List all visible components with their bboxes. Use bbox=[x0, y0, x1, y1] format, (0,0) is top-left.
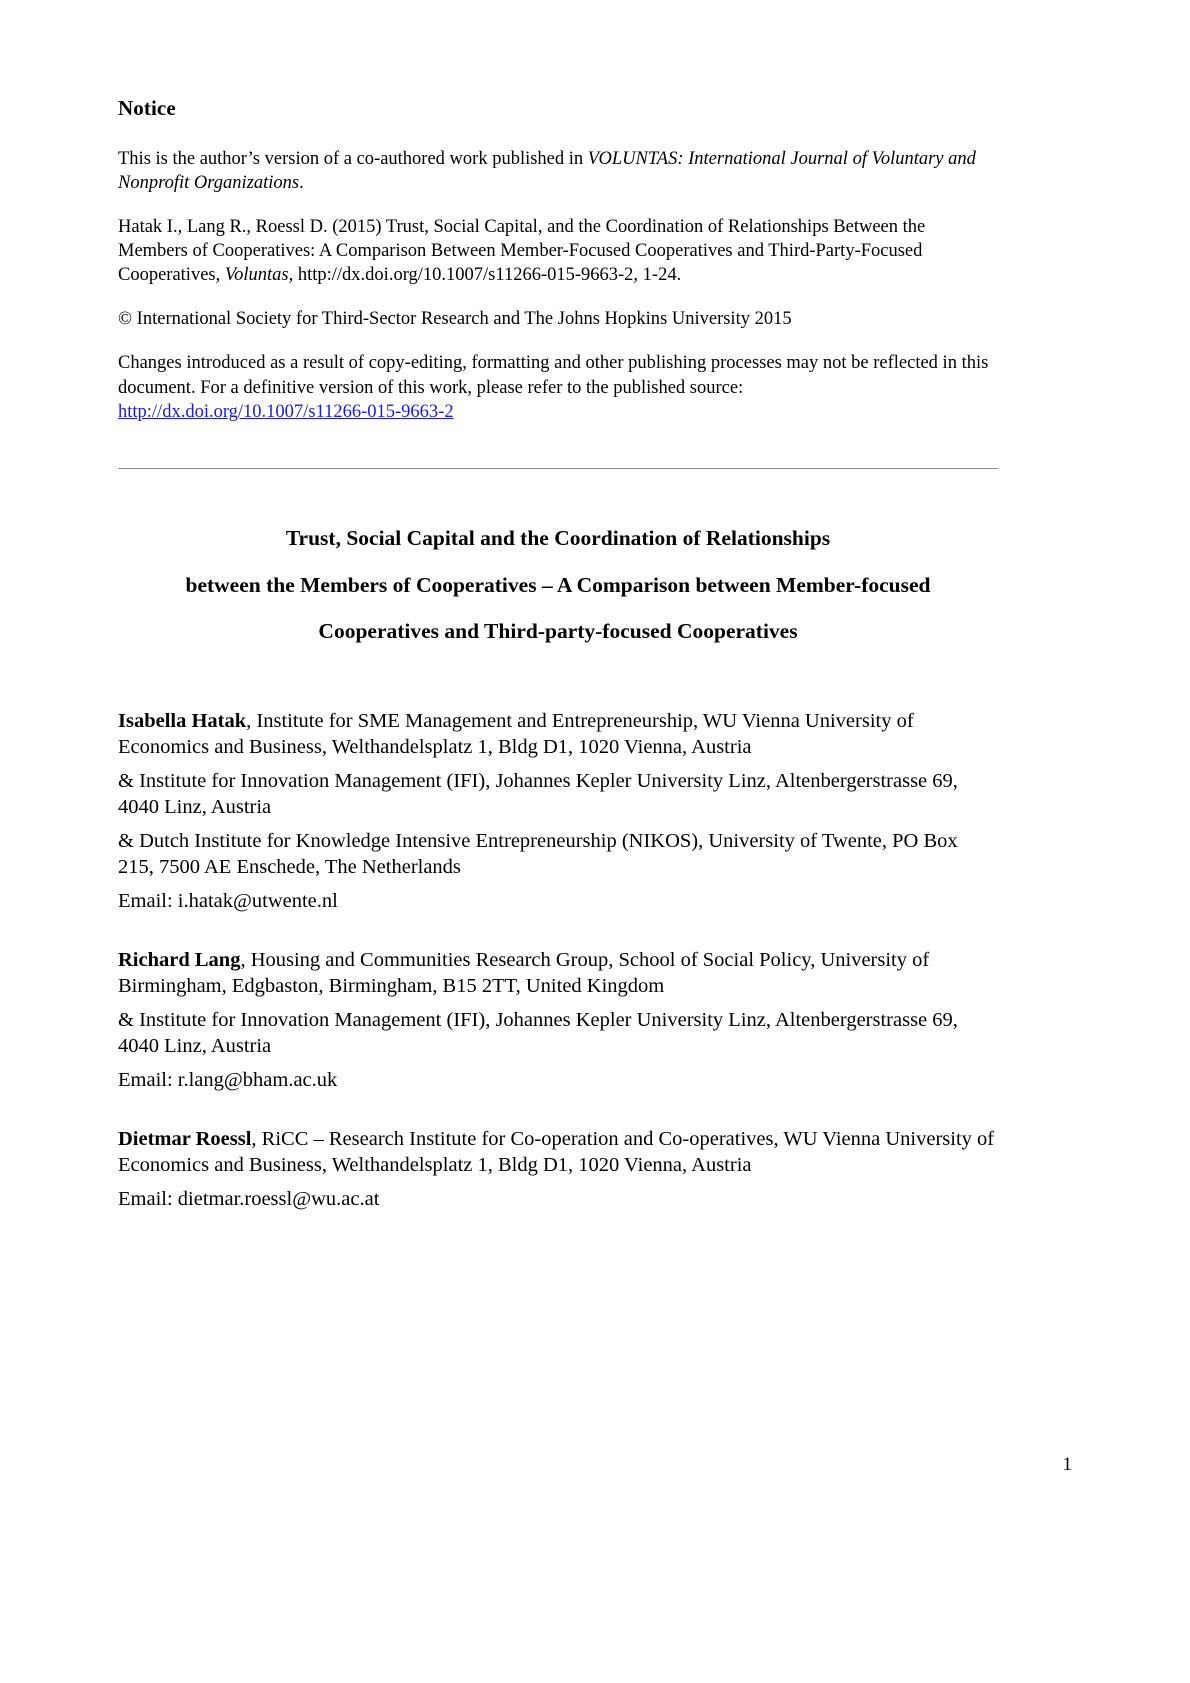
author-name: Dietmar Roessl bbox=[118, 1128, 252, 1151]
notice-copyright: © International Society for Third-Sector Research and The Johns Hopkins University 2015 bbox=[118, 309, 792, 330]
author-affiliation-2: & Institute for Innovation Management (IFI), Johannes Kepler University Linz, Altenbergerstrasse 69, 4040 Linz, Austria bbox=[118, 770, 958, 819]
title-line-3: Cooperatives and Third-party-focused Cooperatives bbox=[318, 619, 798, 643]
citation-part-2: , http://dx.doi.org/10.1007/s11266-015-9663-2, 1-24. bbox=[288, 265, 682, 286]
author-affiliation-2: & Institute for Innovation Management (IFI), Johannes Kepler University Linz, Altenbergerstrasse 69, 4040 Linz, Austria bbox=[118, 1009, 958, 1058]
notice-section bbox=[118, 96, 998, 444]
author-affiliation-text: , RiCC – Research Institute for Co-operation and Co-operatives, WU Vienna University of Economics and Business, Welthandelsplatz 1, Bldg D1, 1020 Vienna, Austria bbox=[118, 1128, 995, 1177]
notice-citation bbox=[118, 215, 998, 287]
version-statement-prefix: This is the author’s version of a co-authored work published in bbox=[118, 149, 588, 170]
changes-note-text: Changes introduced as a result of copy-editing, formatting and other publishing processes may not be reflected in this document. For a definitive version of this work, please refer to the published source: bbox=[118, 353, 989, 398]
notice-heading: Notice bbox=[118, 96, 176, 120]
author-primary-affiliation bbox=[118, 947, 998, 999]
citation-journal-italic: Voluntas bbox=[224, 265, 289, 286]
author-affiliation-3: & Dutch Institute for Knowledge Intensive Entrepreneurship (NIKOS), University of Twente, PO Box 215, 7500 AE Enschede, The Netherlands bbox=[118, 830, 958, 879]
author-block-lang bbox=[118, 947, 998, 1093]
horizontal-divider bbox=[118, 468, 998, 469]
author-affiliation-text: , Housing and Communities Research Group, School of Social Policy, University of Birmingham, Edgbaston, Birmingham, B15 2TT, United Kingdom bbox=[118, 949, 930, 998]
author-email: Email: r.lang@bham.ac.uk bbox=[118, 1069, 338, 1092]
author-block-roessl bbox=[118, 1126, 998, 1212]
author-primary-affiliation bbox=[118, 1126, 998, 1178]
citation-part-1: Hatak I., Lang R., Roessl D. (2015) Trust, Social Capital, and the Coordination of Relationships Between the Members of Cooperatives: A Comparison Between Member-Focused Cooperatives and Third-Party-Focused Cooperatives, bbox=[118, 217, 926, 286]
author-name: Richard Lang bbox=[118, 949, 241, 972]
authors-section bbox=[118, 708, 998, 1212]
author-primary-affiliation bbox=[118, 708, 998, 760]
version-statement-suffix: . bbox=[299, 173, 304, 194]
author-email: Email: dietmar.roessl@wu.ac.at bbox=[118, 1188, 380, 1211]
author-block-hatak bbox=[118, 708, 998, 914]
author-name: Isabella Hatak bbox=[118, 710, 247, 732]
author-email: Email: i.hatak@utwente.nl bbox=[118, 890, 338, 913]
paper-title bbox=[118, 528, 998, 643]
notice-changes bbox=[118, 351, 998, 423]
title-line-2: between the Members of Cooperatives – A Comparison between Member-focused bbox=[185, 572, 931, 597]
notice-version-statement bbox=[118, 147, 998, 195]
doi-link[interactable]: http://dx.doi.org/10.1007/s11266-015-9663-2 bbox=[118, 401, 454, 422]
author-affiliation-text: , Institute for SME Management and Entrepreneurship, WU Vienna University of Economics and Business, Welthandelsplatz 1, Bldg D1, 1020 Vienna, Austria bbox=[118, 710, 914, 759]
journal-name: VOLUNTAS: International Journal of Voluntary and Nonprofit Organizations bbox=[118, 149, 976, 194]
page-number: 1 bbox=[1062, 1454, 1072, 1475]
title-line-1: Trust, Social Capital and the Coordination of Relationships bbox=[285, 526, 831, 550]
